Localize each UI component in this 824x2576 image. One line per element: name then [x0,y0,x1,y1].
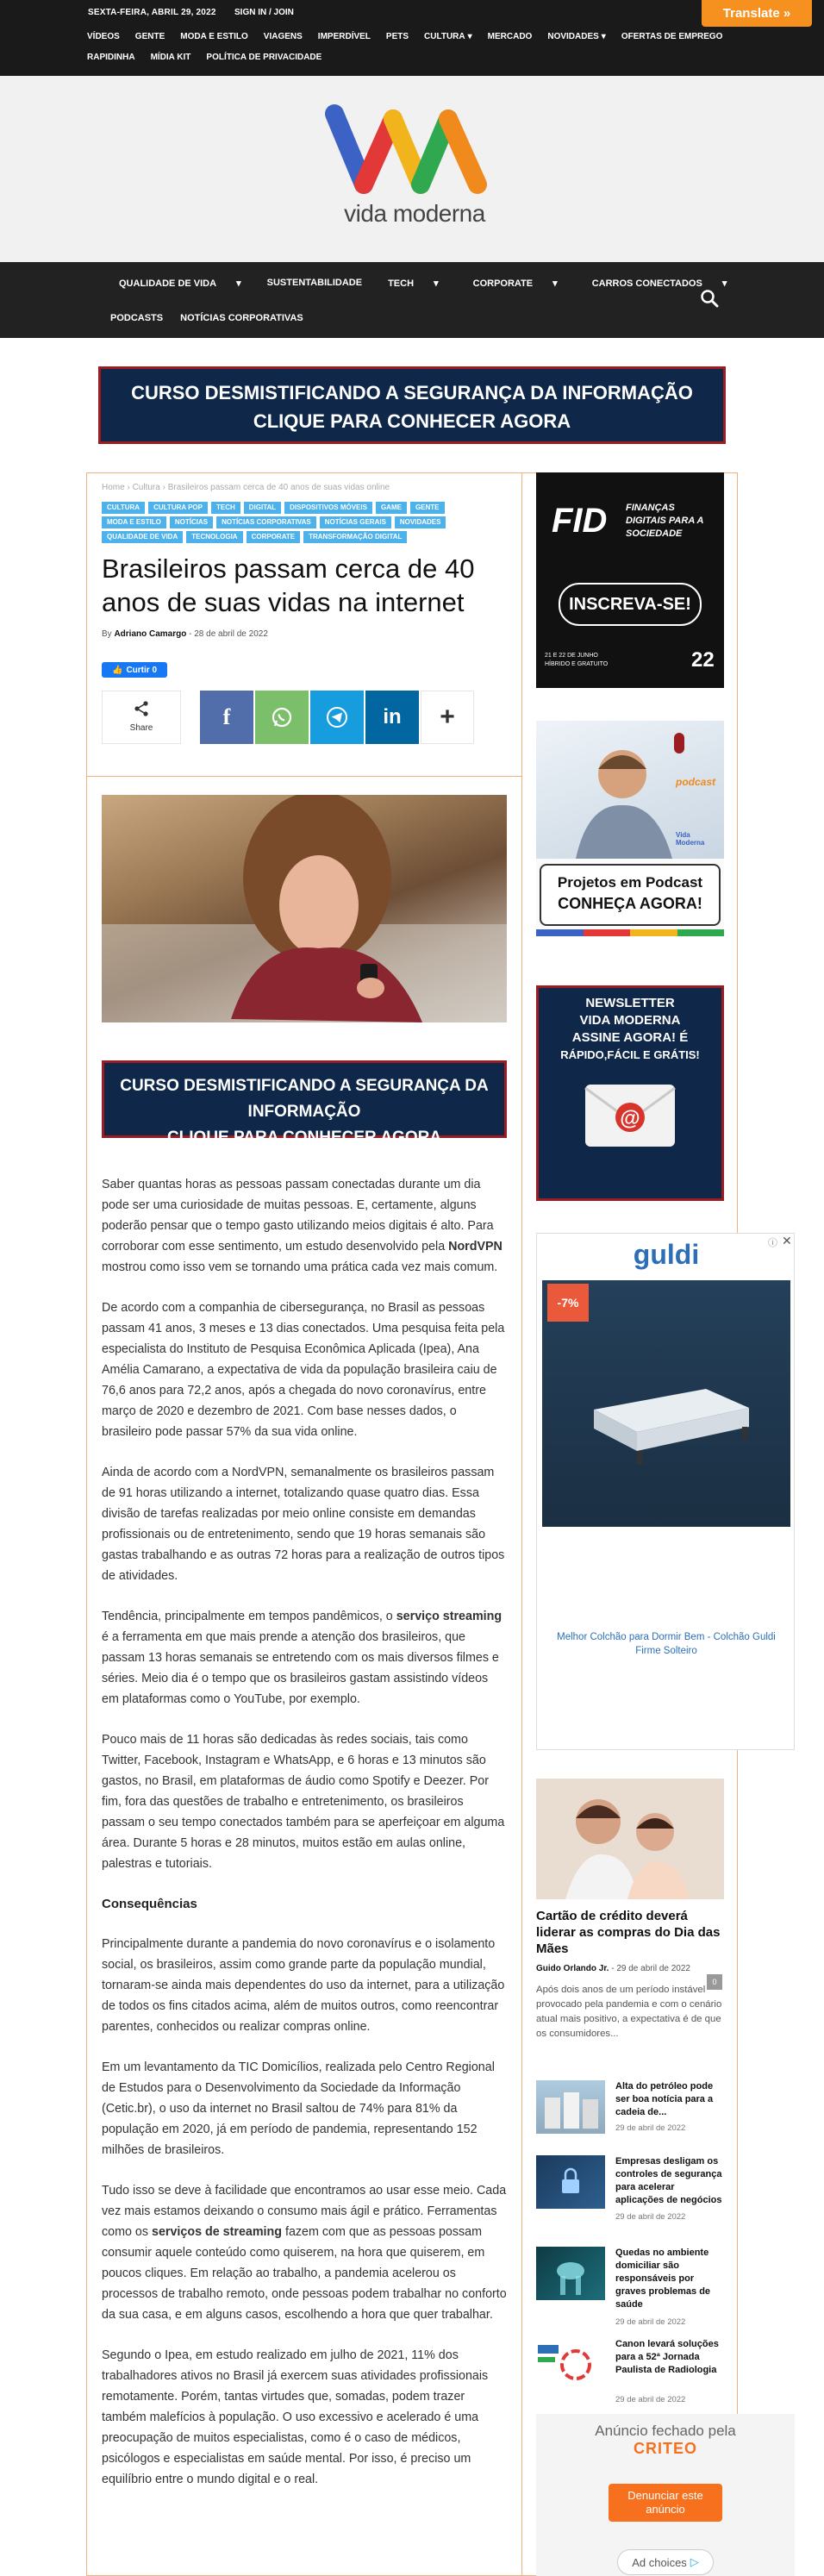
nav-qualidade-label: QUALIDADE DE VIDA [119,278,217,289]
paragraph: Ainda de acordo com a NordVPN, semanalmente os brasileiros passam de 91 horas utilizando a internet, totalizando quase quatro dias. Essa divisão de tarefas realizadas por meio online consiste em demandas profissionais ou de entretenimento, sendo que 19 horas semanais são gastas trabalhando e as outras 72 horas para a realização de outros tipos de atividades. [102,1466,505,1583]
featured-date: 29 de abril de 2022 [616,1964,690,1973]
tag-novidades[interactable]: NOVIDADES [395,516,446,528]
topnav-imperdivel[interactable]: IMPERDÍVEL [317,32,371,41]
logo-text[interactable]: vida moderna [344,200,485,227]
tag-noticias-corporativas[interactable]: NOTÍCIAS CORPORATIVAS [216,516,316,528]
chevron-down-icon: ▾ [552,278,558,289]
nav-carros[interactable] [575,278,745,289]
nav-tech[interactable] [371,278,456,289]
byline-sep: - [189,629,195,639]
paragraph: De acordo com a companhia de cibersegurança, no Brasil as pessoas passam 41 anos, 3 meses e 13 dias conectados. Uma pesquisa feita pela especialista do Instituto de Pesquisa Econômica Aplicada (Ipea), Ana Amélia Camarano, a expectativa de vida da população brasileira caiu de 76,6 anos para 72,2 anos, após a chegada do novo coronavírus, entre março de 2020 e dezembro de 2021. Com base nesses dados, o brasileiro pode passar 57% da sua vida online. [102,1301,505,1439]
topnav-novidades-label: NOVIDADES [547,32,599,41]
featured-excerpt: Após dois anos de um período instável provocado pela pandemia e com o cenário atual mais positivo, a expectativa é de que os consumidores... [536,1985,722,2039]
newsletter-line-3: ASSINE AGORA! É [571,1030,689,1045]
xray-hip-illustration [536,2247,605,2300]
streaming-services-link[interactable]: serviços de streaming [152,2225,282,2239]
text: mostrou como isso vem se tornando uma prática cada vez mais comum. [102,1260,498,1274]
list-item-date: 29 de abril de 2022 [615,2395,686,2404]
oil-tanks-illustration [536,2080,605,2134]
podcast-color-strip [536,929,724,936]
paragraph [102,1174,507,1278]
topnav-mercado[interactable]: MERCADO [487,32,533,41]
breadcrumb-section[interactable]: Cultura [132,483,160,492]
thumbs-up-icon: 👍 [111,665,123,675]
tag-moda[interactable]: MODA E ESTILO [102,516,166,528]
meta-sep: - [609,1964,617,1973]
facebook-like-label: Curtir 0 [126,665,157,675]
email-envelope-icon [578,1072,682,1155]
top-nav [79,27,734,68]
list-item-thumb [536,2080,605,2134]
ad-info-icon[interactable]: ⓘ [768,1238,777,1248]
share-facebook-button[interactable] [200,691,253,744]
share-linkedin-button[interactable] [365,691,419,744]
site-logo-mark[interactable] [319,102,510,197]
featured-news-image[interactable] [536,1779,724,1899]
plus-icon: + [440,703,455,731]
list-item[interactable] [536,2155,724,2224]
share-whatsapp-button[interactable] [255,691,309,744]
search-icon[interactable] [700,289,719,308]
article-image [102,795,507,1022]
tag-tecnologia[interactable]: TECNOLOGIA [186,531,242,543]
banner-line-2: CLIQUE PARA CONHECER AGORA [253,410,571,432]
list-item-date: 29 de abril de 2022 [615,2212,686,2222]
signin-link[interactable]: SIGN IN / JOIN [234,8,294,17]
main-nav-row-1 [102,278,744,289]
tag-noticias-gerais[interactable]: NOTÍCIAS GERAIS [320,516,391,528]
paragraph [102,2180,507,2325]
article-header-divider [86,776,522,777]
text: Tudo isso se deve à facilidade que encontramos ao usar esse meio. Cada vez mais estamos deixando o consumo mais ágil e prático. Ferramentas como os [102,2184,507,2239]
list-item-title[interactable]: Empresas desligam os controles de segurança para acelerar aplicações de negócios [615,2156,722,2205]
facebook-icon: f [222,704,231,729]
nav-noticias-corporativas[interactable]: NOTÍCIAS CORPORATIVAS [180,313,303,323]
fid-title: FINANÇAS DIGITAIS PARA A SOCIEDADE [626,503,704,539]
newsletter-line-4: RÁPIDO,FÁCIL E GRÁTIS! [560,1048,700,1061]
list-item-thumb [536,2155,605,2209]
whatsapp-icon [271,706,293,728]
guldi-caption[interactable]: Melhor Colchão para Dormir Bem - Colchão Guldi Firme Solteiro [557,1632,776,1656]
breadcrumb-home[interactable]: Home [102,483,125,492]
nav-qualidade[interactable] [102,278,259,289]
facebook-like-button[interactable] [102,662,167,678]
text: fazem com que as pessoas possam consumir aquele conteúdo como quiserem, na hora que quiserem, em poucos cliques. Em relação ao trabalho, a pandemia acelerou os processos de trabalho remoto, onde pessoas podem trabalhar no conforto da sua casa, e em alguns casos, escolhendo a hora que quer trabalhar. [102,2225,507,2322]
podcast-line-2: CONHEÇA AGORA! [558,895,702,912]
ad-podcast-banner[interactable] [536,721,724,936]
tag-list [102,502,507,543]
chevron-right-icon: › [127,483,133,492]
topnav-viagens[interactable]: VIAGENS [263,32,303,41]
section-heading: Consequências [102,1897,197,1911]
topnav-pets[interactable]: PETS [385,32,409,41]
nav-corporate-label: CORPORATE [472,278,534,289]
tag-transformacao[interactable]: TRANSFORMAÇÃO DIGITAL [303,531,407,543]
nav-corporate[interactable] [456,278,575,289]
text: Saber quantas horas as pessoas passam conectadas durante um dia pode ser uma curiosidade de muitas pessoas. E, certamente, alguns poderão pensar que o tempo gasto utilizando meios digitais é alto. Para corroborar com esse sentimento, um estudo desenvolvido pela [102,1178,494,1254]
course-banner-top[interactable] [98,366,726,444]
chevron-down-icon: ▾ [467,32,472,41]
share-label: Share [129,723,153,733]
banner2-line-2: CLIQUE PARA CONHECER AGORA [166,1129,442,1147]
list-item-thumb [536,2338,605,2392]
paragraph: Em um levantamento da TIC Domicílios, realizada pelo Centro Regional de Estudos para o Desenvolvimento da Sociedade da Informação (Cetic.br), o uso da internet no Brasil saltou de 74% para 81% da população em 2020, já em período de pandemia, representando 152 milhões de brasileiros. [102,2060,495,2157]
topnav-moda[interactable]: MODA E ESTILO [180,32,248,41]
text: é a ferramenta em que mais prende a atenção dos brasileiros, que passam 13 horas semanais se entretendo com os mais diversos filmes e séries. Meio dia é o tempo que os brasileiros gastam assistindo vídeos em plataformas como o YouTube, por exemplo. [102,1630,499,1706]
comment-count-badge[interactable]: 0 [707,1974,722,1990]
paragraph: Principalmente durante a pandemia do novo coronavírus e o isolamento social, os brasileiros, assim como grande parte da população mundial, tornaram-se ainda mais dependentes do uso da internet, para a utilização de todos os fins citados acima, além de muitos outros, como reencontrar parentes, conhecidos ou realizar compras online. [102,1937,505,2034]
list-item-thumb [536,2247,605,2300]
list-item-title[interactable]: Quedas no ambiente domiciliar são responsáveis por graves problemas de saúde [615,2248,711,2310]
podcast-cta-box [540,864,721,926]
tag-cultura-pop[interactable]: CULTURA POP [148,502,208,514]
fid-date-info: 21 E 22 DE JUNHO HÍBRIDO E GRATUITO [545,653,609,667]
share-icon [133,700,150,717]
nav-podcasts[interactable]: PODCASTS [110,313,164,323]
report-ad-button[interactable]: Denunciar este anúncio [609,2484,722,2522]
logo-stroke-orange [448,119,478,184]
list-item-date: 29 de abril de 2022 [615,2123,686,2133]
chevron-right-icon: › [162,483,168,492]
chevron-down-icon: ▾ [601,32,606,41]
breadcrumb-current: Brasileiros passam cerca de 40 anos de suas vidas online [167,483,390,492]
ad-choices-icon: ▷ [690,2555,699,2568]
newsletter-line-2: VIDA MODERNA [579,1013,681,1028]
nav-sustentabilidade[interactable]: SUSTENTABILIDADE [266,278,363,288]
list-item[interactable] [536,2338,724,2407]
podcast-brand: podcast [676,776,716,788]
streaming-link[interactable]: serviço streaming [396,1610,503,1623]
nordvpn-link[interactable]: NordVPN [448,1240,503,1254]
ad-closed-line: Anúncio fechado pela [595,2423,736,2439]
discount-badge: -7% [547,1284,589,1322]
byline [102,629,268,639]
text: Tendência, principalmente em tempos pandêmicos, o [102,1610,396,1623]
newsletter-line-1: NEWSLETTER [585,996,675,1010]
topnav-novidades[interactable] [540,27,613,47]
topnav-gente[interactable]: GENTE [134,32,165,41]
chevron-down-icon: ▾ [721,278,727,289]
featured-author[interactable]: Guido Orlando Jr. [536,1964,609,1973]
topnav-privacidade[interactable]: POLÍTICA DE PRIVACIDADE [206,53,322,62]
author-link[interactable]: Adriano Camargo [114,629,187,639]
ad-closed-panel [536,2414,795,2576]
current-date: SEXTA-FEIRA, ABRIL 29, 2022 [88,8,216,17]
criteo-logo: CRITEO [633,2440,697,2457]
topnav-cultura[interactable] [416,27,480,47]
nav-tech-label: TECH [388,278,415,289]
list-item-title[interactable]: Canon levará soluções para a 52ª Jornada Paulista de Radiologia [615,2339,719,2375]
share-more-button[interactable] [421,691,474,744]
chevron-down-icon: ▾ [434,278,439,289]
share-counter[interactable] [102,691,181,744]
article-date: 28 de abril de 2022 [194,629,268,639]
list-item-date: 29 de abril de 2022 [615,2317,686,2327]
ad-choices-link[interactable] [617,2549,714,2575]
tag-cultura[interactable]: CULTURA [102,502,145,514]
banner-line-1: CURSO DESMISTIFICANDO A SEGURANÇA DA INFORMAÇÃO [131,382,693,403]
nav-carros-label: CARROS CONECTADOS [591,278,702,289]
woman-with-phone-illustration [102,795,507,1022]
share-telegram-button[interactable] [310,691,364,744]
fid-year: 22 [691,648,715,672]
ad-newsletter-banner[interactable] [536,985,724,1201]
security-padlock-illustration [536,2155,605,2209]
ad-close-icon[interactable]: ✕ [782,1234,792,1247]
translate-button[interactable]: Translate » [702,0,812,27]
guldi-logo: guldi [633,1239,700,1270]
tag-game[interactable]: GAME [376,502,407,514]
list-item-title[interactable]: Alta do petróleo pode ser boa notícia para a cadeia de... [615,2081,714,2117]
main-nav-row-2 [102,313,312,323]
svg-text:@: @ [620,1107,640,1130]
article-body [102,1174,507,2510]
canon-event-logo [536,2338,605,2392]
podcast-line-1: Projetos em Podcast [557,874,703,891]
paragraph [102,1606,507,1710]
fid-logo: FID [552,502,608,540]
list-item[interactable] [536,2080,724,2149]
tag-dispositivos[interactable]: DISPOSITIVOS MÓVEIS [284,502,372,514]
tag-noticias[interactable]: NOTÍCIAS [170,516,213,528]
top-bar [0,0,824,76]
tag-digital[interactable]: DIGITAL [244,502,281,514]
tag-corporate[interactable]: CORPORATE [247,531,301,543]
podcast-partner: Vida Moderna [676,831,705,847]
ad-guldi[interactable] [536,1233,795,1750]
tag-gente[interactable]: GENTE [410,502,445,514]
list-item[interactable] [536,2247,724,2327]
banner2-line-1: CURSO DESMISTIFICANDO A SEGURANÇA DA INFORMAÇÃO [120,1077,489,1121]
tag-tech[interactable]: TECH [211,502,240,514]
topnav-midiakit[interactable]: MÍDIA KIT [150,53,191,62]
featured-news-meta [536,1964,690,1973]
topnav-rapidinha[interactable]: RAPIDINHA [87,53,135,62]
featured-news-title[interactable]: Cartão de crédito deverá liderar as compras do Dia das Mães [536,1909,721,1956]
topnav-ofertas[interactable]: OFERTAS DE EMPREGO [621,32,723,41]
linkedin-icon: in [383,705,402,728]
article-title: Brasileiros passam cerca de 40 anos de suas vidas na internet [102,553,475,617]
paragraph: Pouco mais de 11 horas são dedicadas às redes sociais, tais como Twitter, Facebook, Instagram e WhatsApp, e 6 horas e 13 minutos são gastos, no Brasil, em plataformas de áudio como Spotify e Deezer. Por fim, fora das questões de trabalho e entretenimento, os brasileiros passam o seu tempo conectados também para se aperfeiçoar em alguma área. Durante 5 horas e 28 minutos, muitos estão em aulas online, palestras e tutoriais. [102,1733,505,1871]
byline-by: By [102,629,112,639]
topnav-videos[interactable]: VÍDEOS [87,32,120,41]
paragraph: Segundo o Ipea, em estudo realizado em julho de 2021, 11% dos trabalhadores ativos no Brasil já exercem suas atividades profissionais remotamente. Porém, tantas virtudes que, somadas, podem trazer também malefícios à população. O uso excessivo e acelerado é uma preocupação de muitos especialistas, como é o caso de médicos, psicólogos e especialistas em saúde mental. Por isso, é preciso um equilíbrio entre o mundo digital e o real. [102,2348,489,2486]
course-banner-inline[interactable] [102,1060,507,1147]
ad-choices-label: Ad choices [632,2555,687,2569]
ad-fid-banner[interactable] [536,472,724,688]
mother-daughter-illustration [536,1779,724,1899]
telegram-icon [326,706,348,728]
breadcrumb [102,483,390,492]
tag-qualidade[interactable]: QUALIDADE DE VIDA [102,531,183,543]
topnav-cultura-label: CULTURA [424,32,465,41]
fid-cta-button[interactable]: INSCREVA-SE! [559,583,702,626]
chevron-down-icon: ▾ [236,278,241,289]
